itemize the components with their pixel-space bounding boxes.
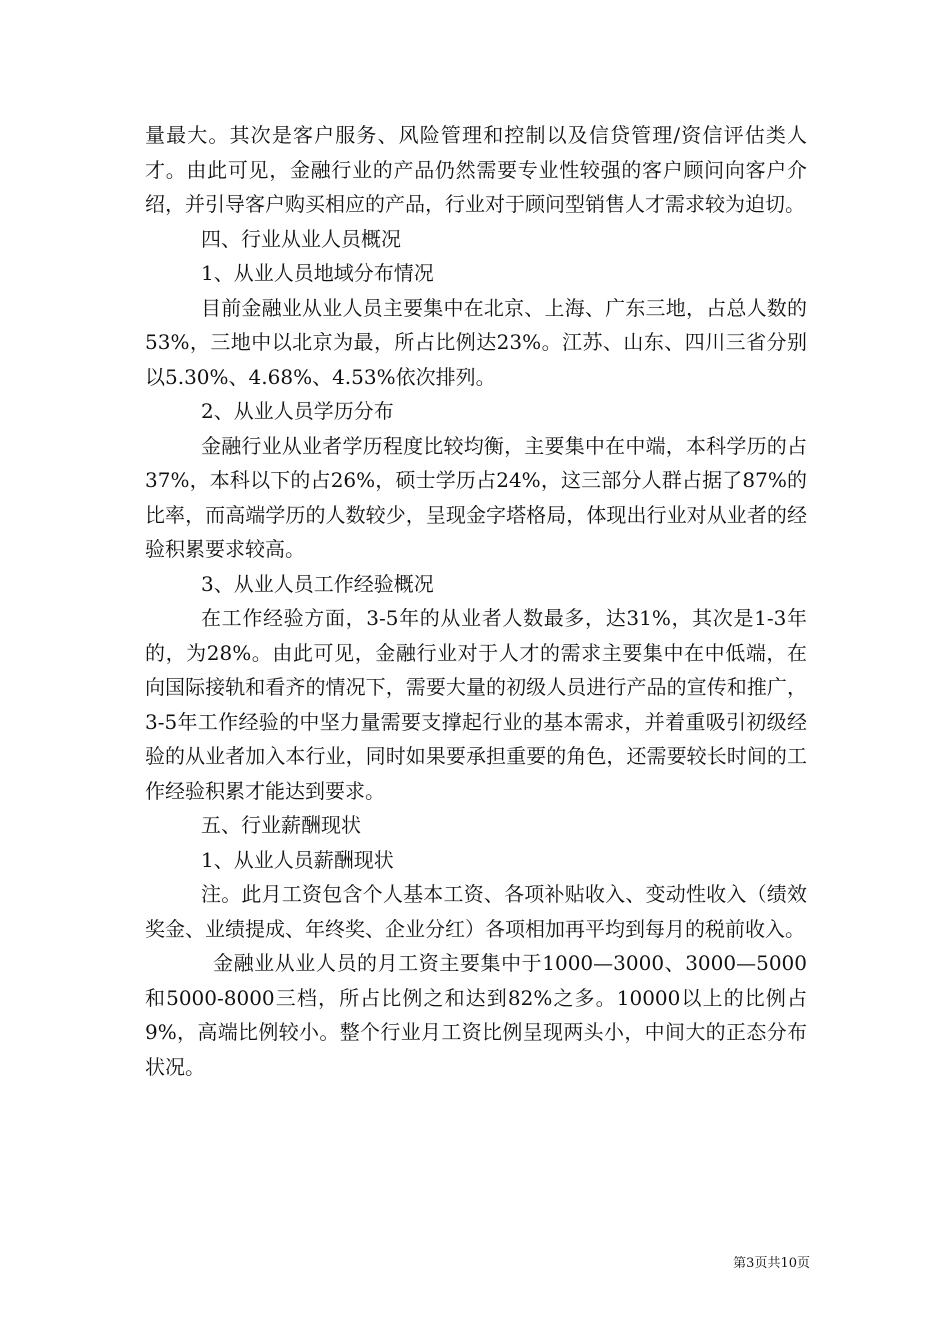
document-body xyxy=(145,118,807,1084)
paragraph-salary-distribution: 金融业从业人员的月工资主要集中于1000—3000、3000—5000和5000-8000三档，所占比例之和达到82%之多。10000以上的比例占9%，高端比例较小。整个行业月工资比例呈现两头小，中间大的正态分布状况。 xyxy=(145,951,807,1079)
subheading-education-distribution: 2、从业人员学历分布 xyxy=(201,399,394,423)
subheading-regional-distribution: 1、从业人员地域分布情况 xyxy=(201,261,434,285)
section-heading-salary-status: 五、行业薪酬现状 xyxy=(201,813,361,837)
paragraph-talent-demand: 量最大。其次是客户服务、风险管理和控制以及信贷管理/资信评估类人才。由此可见，金融行业的产品仍然需要专业性较强的客户顾问向客户介绍，并引导客户购买相应的产品，行业对于顾问型销售人才需求较为迫切。 xyxy=(145,123,807,216)
paragraph-salary-note: 注。此月工资包含个人基本工资、各项补贴收入、变动性收入（绩效奖金、业绩提成、年终奖、企业分红）各项相加再平均到每月的税前收入。 xyxy=(145,882,807,941)
subheading-work-experience: 3、从业人员工作经验概况 xyxy=(201,571,434,596)
paragraph-education-distribution: 金融行业从业者学历程度比较均衡，主要集中在中端，本科学历的占37%，本科以下的占26%，硕士学历占24%，这三部分人群占据了87%的比率，而高端学历的人数较少，呈现金字塔格局，体现出行业对从业者的经验积累要求较高。 xyxy=(145,433,807,561)
section-heading-workforce-overview: 四、行业从业人员概况 xyxy=(201,226,401,251)
subheading-salary-status: 1、从业人员薪酬现状 xyxy=(201,847,394,872)
paragraph-regional-distribution: 目前金融业从业人员主要集中在北京、上海、广东三地，占总人数的53%，三地中以北京为最，所占比例达23%。江苏、山东、四川三省分别以5.30%、4.68%、4.53%依次排列。 xyxy=(145,295,807,389)
page-number-footer: 第3页共10页 xyxy=(733,1256,810,1271)
paragraph-work-experience: 在工作经验方面，3-5年的从业者人数最多，达31%，其次是1-3年的，为28%。由此可见，金融行业对于人才的需求主要集中在中低端，在向国际接轨和看齐的情况下，需要大量的初级人员进行产品的宣传和推广，3-5年工作经验的中坚力量需要支撑起行业的基本需求，并着重吸引初级经验的从业者加入本行业，同时如果要承担重要的角色，还需要较长时间的工作经验积累才能达到要求。 xyxy=(145,606,807,803)
